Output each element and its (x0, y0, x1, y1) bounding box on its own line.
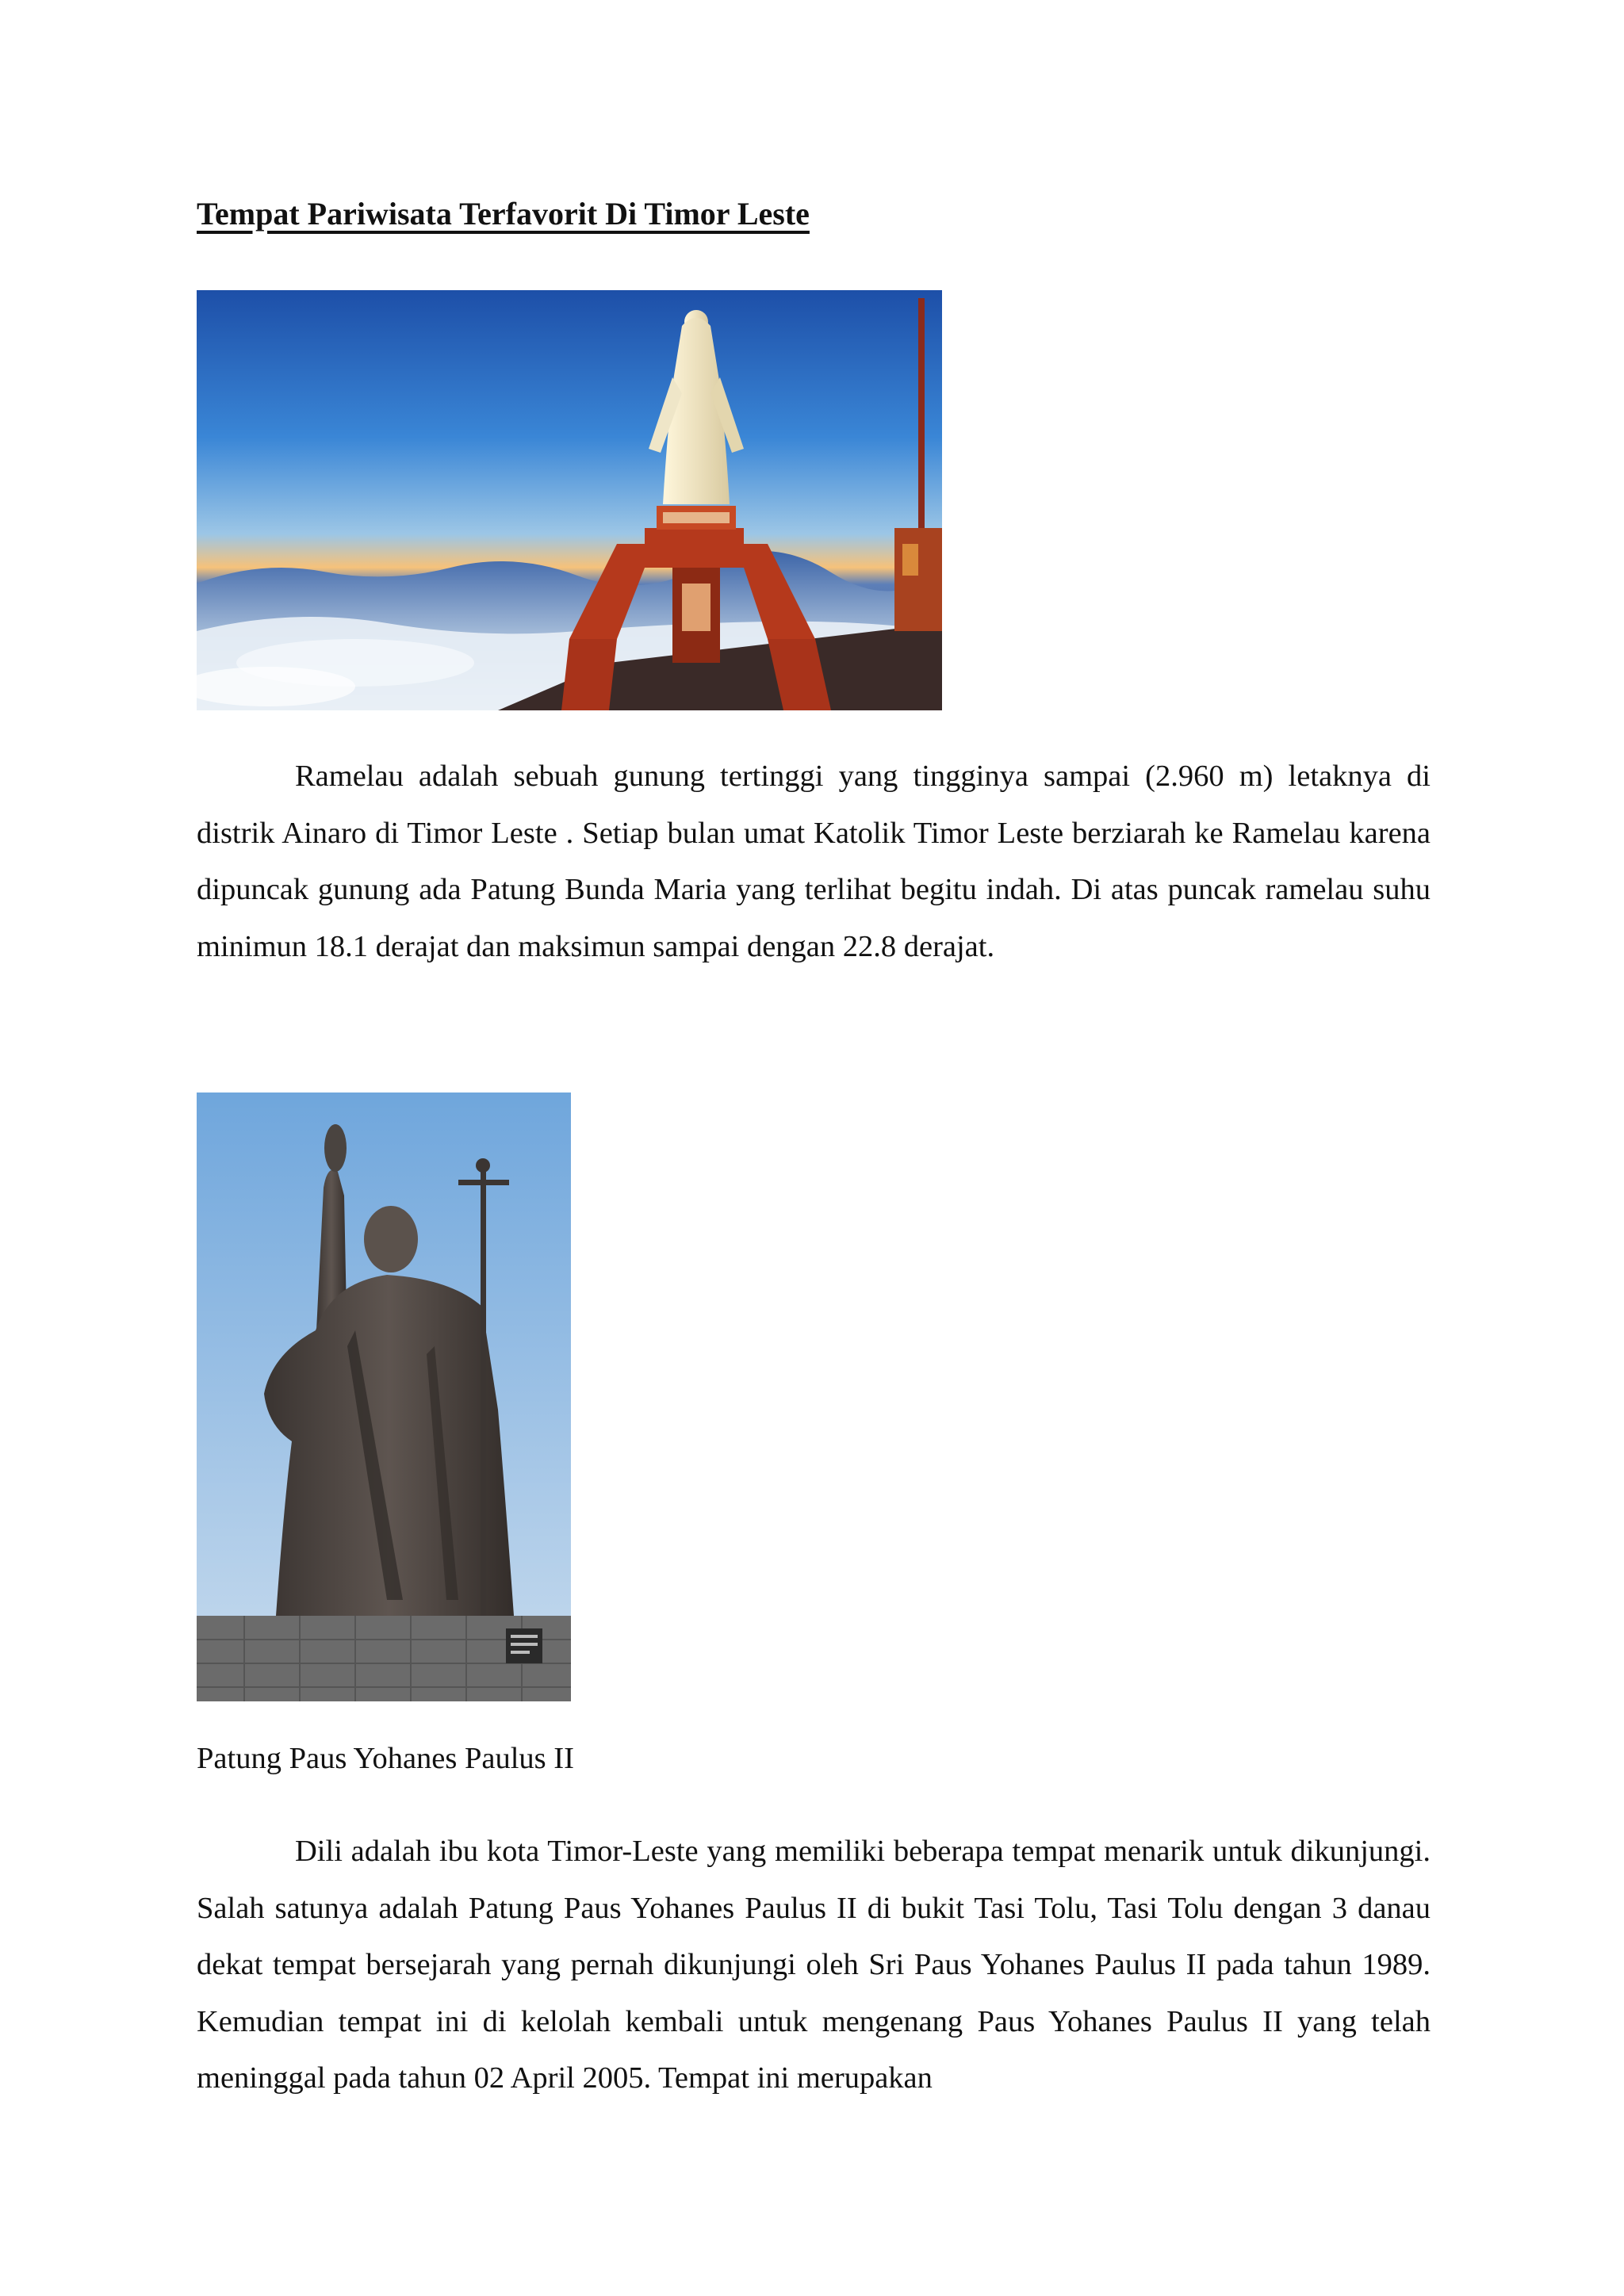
page-title: Tempat Pariwisata Terfavorit Di Timor Leste (197, 196, 810, 232)
paragraph-ramelau: Ramelau adalah sebuah gunung tertinggi yang tingginya sampai (2.960 m) letaknya di distrik Ainaro di Timor Leste . Setiap bulan umat Katolik Timor Leste berziarah ke Ramelau karena dipuncak gunung ada Patung Bunda Maria yang terlihat begitu indah. Di atas puncak ramelau suhu minimun 18.1 derajat dan maksimun sampai dengan 22.8 derajat. (197, 760, 1431, 963)
paragraph-tasi-tolu: Dili adalah ibu kota Timor-Leste yang memiliki beberapa tempat menarik untuk dikunjungi. Salah satunya adalah Patung Paus Yohanes Paulus II di bukit Tasi Tolu, Tasi Tolu dengan 3 danau dekat tempat bersejarah yang pernah dikunjungi oleh Sri Paus Yohanes Paulus II pada tahun 1989. Kemudian tempat ini di kelolah kembali untuk mengenang Paus Yohanes Paulus II yang telah meninggal pada tahun 02 April 2005. Tempat ini merupakan (197, 1835, 1431, 2095)
photo-caption: Patung Paus Yohanes Paulus II (197, 1742, 574, 1775)
pope-john-paul-ii-statue-photo (197, 1093, 571, 1701)
ramelau-mary-statue-photo (197, 290, 942, 710)
